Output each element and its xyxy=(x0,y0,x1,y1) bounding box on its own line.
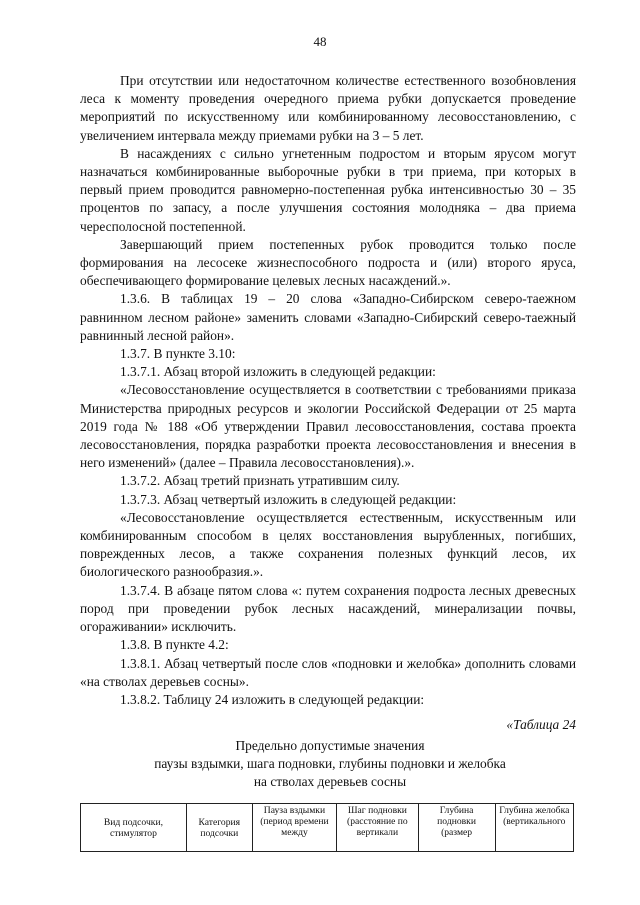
paragraph: 1.3.7. В пункте 3.10: xyxy=(120,346,236,362)
page-number: 48 xyxy=(313,34,327,49)
table-header-cell: Шаг подновки (расстояние по вертикали xyxy=(337,804,418,852)
table-header-cell: Глубина подновки (размер xyxy=(418,804,495,852)
table-header-cell: Пауза вздымки (период времени между xyxy=(252,804,336,852)
table-title-line: на стволах деревьев сосны xyxy=(253,774,407,789)
table-header-cell: Вид подсочки, стимулятор xyxy=(81,804,187,852)
paragraph: 1.3.6. В таблицах 19 – 20 слова «Западно-Сибирском северо-таежном равнинном лесном районе» заменить словами «Западно-Сибирский северо-таежный равнинный лесной район». xyxy=(80,291,576,343)
body-text xyxy=(80,72,576,709)
table-caption: «Таблица 24 xyxy=(506,717,576,732)
table-title-line: паузы вздымки, шага подновки, глубины подновки и желобка xyxy=(154,756,506,771)
table-header-row xyxy=(81,804,574,852)
table-title xyxy=(80,737,640,791)
table-24 xyxy=(80,803,574,852)
table-header-cell: Категория подсочки xyxy=(186,804,252,852)
table-header-cell: Глубина желобка (вертикального xyxy=(495,804,573,852)
paragraph: 1.3.8. В пункте 4.2: xyxy=(120,637,229,653)
paragraph: «Лесовосстановление осуществляется естественным, искусственным или комбинированным способом в целях восстановления вырубленных, погибших, поврежденных лесов, а также сохранения полезных функций лесов, их биологического разнообразия.». xyxy=(80,509,576,580)
paragraph: При отсутствии или недостаточном количестве естественного возобновления леса к моменту проведения очередного приема рубки допускается проведение мероприятий по искусственному или комбинированному лесовосстановлению, с увеличением интервала между приемами рубки на 3 – 5 лет. xyxy=(80,73,576,143)
paragraph: 1.3.7.3. Абзац четвертый изложить в следующей редакции: xyxy=(120,491,457,507)
paragraph: 1.3.8.2. Таблицу 24 изложить в следующей редакции: xyxy=(120,691,425,707)
paragraph: 1.3.7.2. Абзац третий признать утратившим силу. xyxy=(120,473,400,489)
paragraph: 1.3.7.4. В абзаце пятом слова «: путем сохранения подроста лесных древесных пород при проведении рубок лесных насаждений, минерализации почвы, огораживании» исключить. xyxy=(80,582,576,635)
paragraph: В насаждениях с сильно угнетенным подростом и вторым ярусом могут назначаться комбинированные выборочные рубки в три приема, при которых в первый прием проводится равномерно-постепенная рубка интенсивностью 30 – 35 процентов по запасу, а после улучшения состояния молодняка – два приема чересполосной постепенной. xyxy=(80,145,576,234)
paragraph: 1.3.7.1. Абзац второй изложить в следующей редакции: xyxy=(120,364,436,380)
paragraph: 1.3.8.1. Абзац четвертый после слов «подновки и желобка» дополнить словами «на стволах деревьев сосны». xyxy=(80,655,576,689)
paragraph: Завершающий прием постепенных рубок проводится только после формирования на лесосеке жизнеспособного подроста и (или) второго яруса, обеспечивающего формирование целевых лесных насаждений.». xyxy=(80,236,576,289)
paragraph: «Лесовосстановление осуществляется в соответствии с требованиями приказа Министерства природных ресурсов и экологии Российской Федерации от 25 марта 2019 года № 188 «Об утверждении Правил лесовосстановления, состава проекта лесовосстановления, порядка разработки проекта лесовосстановления и внесения в него изменений» (далее – Правила лесовосстановления).». xyxy=(80,382,576,471)
table-title-line: Предельно допустимые значения xyxy=(235,738,425,753)
